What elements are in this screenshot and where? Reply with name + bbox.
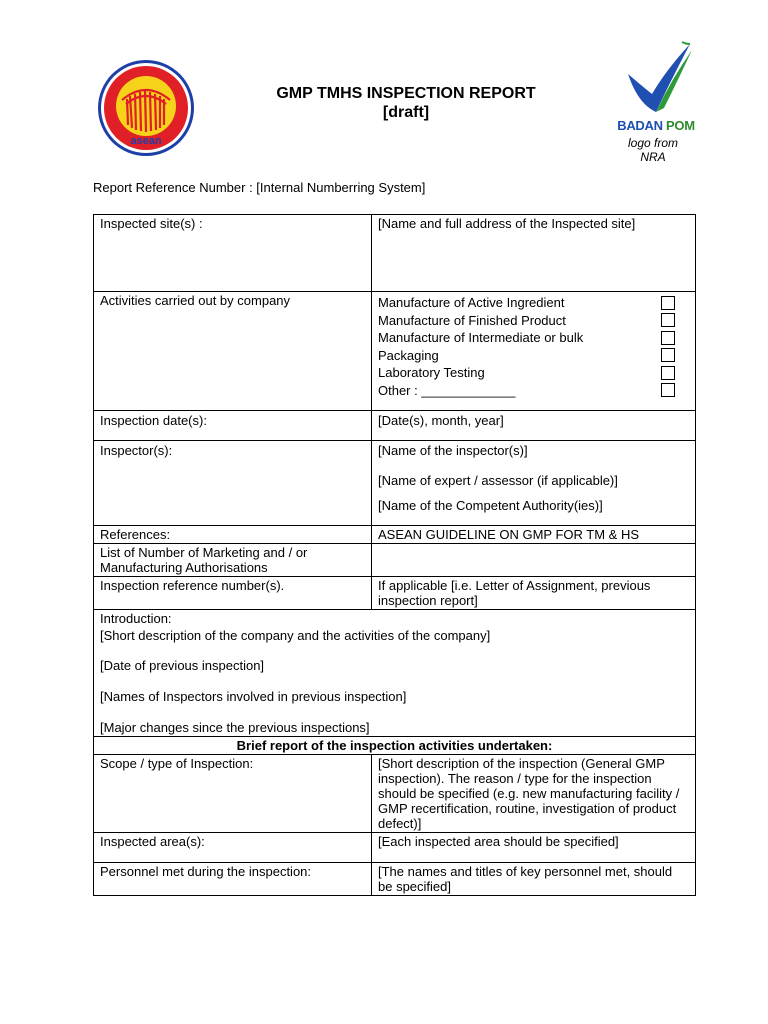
- nra-caption: [608, 136, 698, 164]
- value-inspection-reference[interactable]: If applicable [i.e. Letter of Assignment, previous inspection report]: [372, 577, 696, 610]
- row-introduction: [94, 610, 696, 737]
- label-inspection-date: Inspection date(s):: [94, 411, 372, 441]
- nra-brand-badan: BADAN: [617, 118, 663, 133]
- value-inspectors[interactable]: [372, 441, 696, 526]
- row-activities: [94, 292, 696, 411]
- activity-option-label: Manufacture of Intermediate or bulk: [378, 330, 584, 346]
- activity-checkbox[interactable]: [661, 296, 675, 310]
- activity-checkbox[interactable]: [661, 313, 675, 327]
- value-inspected-site[interactable]: [Name and full address of the Inspected site]: [372, 215, 696, 292]
- introduction-line: [Short description of the company and the activities of the company]: [100, 628, 491, 643]
- row-inspected-area: [94, 833, 696, 863]
- report-title-block: [236, 84, 576, 122]
- activity-option: [378, 382, 689, 400]
- nra-brand-pom: POM: [666, 118, 695, 133]
- label-inspection-reference: Inspection reference number(s).: [94, 577, 372, 610]
- activity-option-label: Manufacture of Active Ingredient: [378, 295, 565, 311]
- label-activities: Activities carried out by company: [94, 292, 372, 411]
- label-inspectors: Inspector(s):: [94, 441, 372, 526]
- label-references: References:: [94, 526, 372, 544]
- brief-report-heading: Brief report of the inspection activities undertaken:: [94, 737, 696, 755]
- row-references: [94, 526, 696, 544]
- introduction-cell[interactable]: [94, 610, 696, 737]
- nra-caption-line-2: NRA: [640, 150, 666, 164]
- row-inspectors: [94, 441, 696, 526]
- row-inspected-site: [94, 215, 696, 292]
- introduction-heading: Introduction:: [100, 611, 172, 626]
- report-subtitle: [draft]: [382, 104, 430, 121]
- badan-pom-emblem-icon: [616, 40, 696, 116]
- activity-option-label: Manufacture of Finished Product: [378, 312, 566, 328]
- activity-option: [378, 347, 689, 365]
- value-inspected-area[interactable]: [Each inspected area should be specified]: [372, 833, 696, 863]
- label-marketing-authorisations: List of Number of Marketing and / or Manufacturing Authorisations: [94, 544, 372, 577]
- activity-option-label: Laboratory Testing: [378, 365, 485, 381]
- nra-logo: [608, 40, 704, 164]
- introduction-line: [Date of previous inspection]: [100, 658, 265, 673]
- asean-logo: [96, 58, 196, 158]
- nra-brand: [608, 118, 704, 133]
- row-scope: [94, 755, 696, 833]
- asean-logo-text: asean: [130, 135, 162, 147]
- value-personnel[interactable]: [The names and titles of key personnel met, should be specified]: [372, 863, 696, 896]
- activity-checkbox[interactable]: [661, 331, 675, 345]
- activity-option-label: Packaging: [378, 347, 439, 363]
- activity-checkbox[interactable]: [661, 366, 675, 380]
- activity-option: [378, 294, 689, 312]
- activity-option: [378, 364, 689, 382]
- row-personnel: [94, 863, 696, 896]
- value-scope[interactable]: [Short description of the inspection (General GMP inspection). The reason / type for the inspection should be specified (e.g. new manufacturing facility / GMP recertification, routine, investigation of product defect)]: [372, 755, 696, 833]
- activity-option-label: Other : _____________: [378, 382, 516, 398]
- introduction-line: [Names of Inspectors involved in previous inspection]: [100, 689, 407, 704]
- activity-checkbox[interactable]: [661, 348, 675, 362]
- value-inspection-date[interactable]: [Date(s), month, year]: [372, 411, 696, 441]
- report-reference-number: Report Reference Number : [Internal Numberring System]: [93, 180, 426, 195]
- inspection-form-table: [93, 214, 696, 896]
- row-inspection-reference: [94, 577, 696, 610]
- nra-caption-line-1: logo from: [627, 136, 679, 150]
- activities-options: [372, 292, 696, 411]
- activity-option: [378, 312, 689, 330]
- row-brief-report-heading: [94, 737, 696, 755]
- inspector-name: [Name of the inspector(s)]: [378, 443, 528, 458]
- label-inspected-site: Inspected site(s) :: [94, 215, 372, 292]
- report-title: GMP TMHS INSPECTION REPORT: [276, 85, 536, 102]
- expert-name: [Name of expert / assessor (if applicable)]: [378, 473, 618, 488]
- label-scope: Scope / type of Inspection:: [94, 755, 372, 833]
- value-references[interactable]: ASEAN GUIDELINE ON GMP FOR TM & HS: [372, 526, 696, 544]
- row-inspection-date: [94, 411, 696, 441]
- introduction-line: [Major changes since the previous inspections]: [100, 720, 370, 735]
- label-inspected-area: Inspected area(s):: [94, 833, 372, 863]
- value-marketing-authorisations[interactable]: [372, 544, 696, 577]
- label-personnel: Personnel met during the inspection:: [94, 863, 372, 896]
- activity-option: [378, 329, 689, 347]
- row-marketing-authorisations: [94, 544, 696, 577]
- competent-authority-name: [Name of the Competent Authority(ies)]: [378, 498, 603, 513]
- activity-checkbox[interactable]: [661, 383, 675, 397]
